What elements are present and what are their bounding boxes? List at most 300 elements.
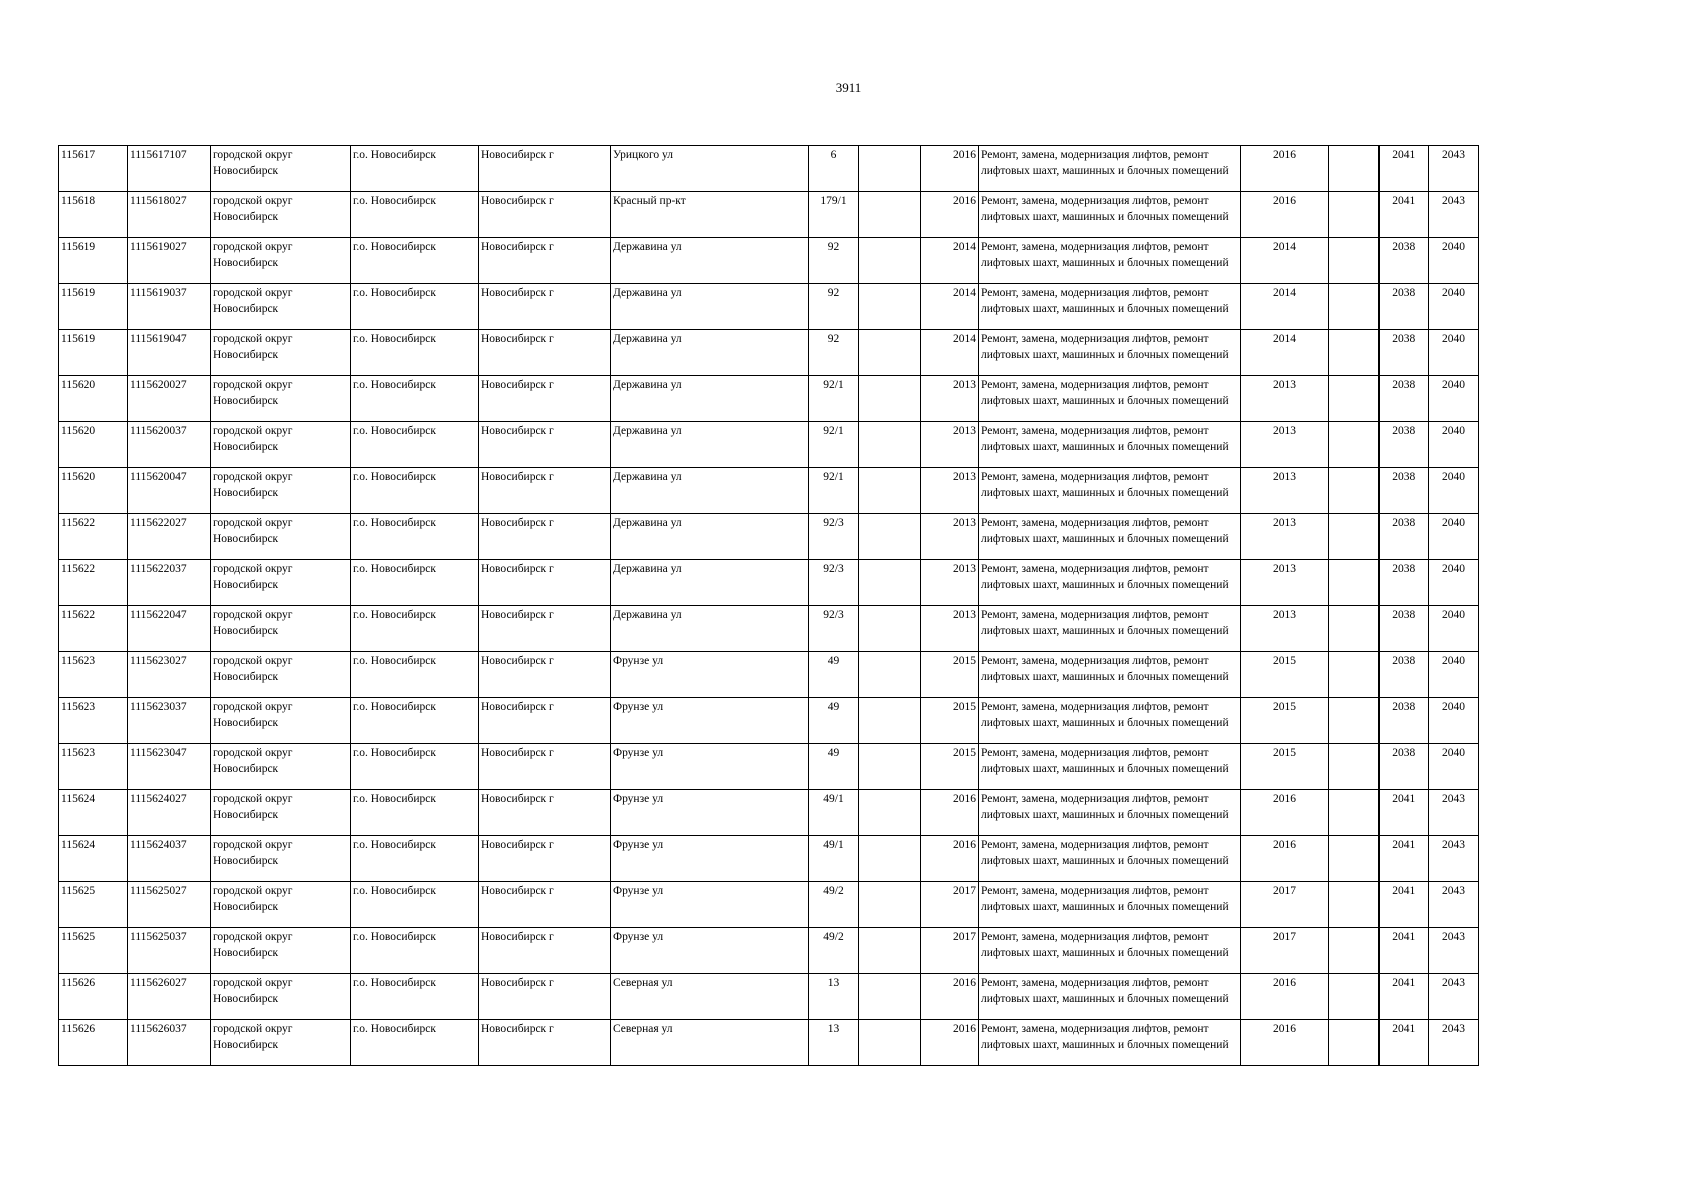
object-code-cell: 1115625037 (128, 928, 211, 974)
table-row (59, 514, 1479, 560)
table-row (59, 376, 1479, 422)
empty-cell (1329, 744, 1379, 790)
district-cell: г.о. Новосибирск (351, 468, 479, 514)
object-code-cell: 1115624037 (128, 836, 211, 882)
last-repair-year-cell: 2017 (1241, 882, 1329, 928)
settlement-cell: Новосибирск г (479, 376, 611, 422)
building-cell (859, 606, 921, 652)
object-code-cell: 1115622047 (128, 606, 211, 652)
settlement-cell: Новосибирск г (479, 836, 611, 882)
work-type-cell: Ремонт, замена, модернизация лифтов, ремонт лифтовых шахт, машинных и блочных помещений (979, 330, 1241, 376)
municipality-cell: городской округ Новосибирск (211, 928, 351, 974)
commission-year-cell: 2016 (921, 836, 979, 882)
record-id-cell: 115619 (59, 330, 128, 376)
work-type-cell: Ремонт, замена, модернизация лифтов, ремонт лифтовых шахт, машинных и блочных помещений (979, 192, 1241, 238)
plan-end-year-cell: 2043 (1429, 790, 1479, 836)
district-cell: г.о. Новосибирск (351, 330, 479, 376)
settlement-cell: Новосибирск г (479, 652, 611, 698)
municipality-cell: городской округ Новосибирск (211, 376, 351, 422)
street-cell: Фрунзе ул (611, 652, 809, 698)
plan-start-year-cell: 2041 (1379, 928, 1429, 974)
house-number-cell: 6 (809, 146, 859, 192)
street-cell: Державина ул (611, 284, 809, 330)
work-type-cell: Ремонт, замена, модернизация лифтов, ремонт лифтовых шахт, машинных и блочных помещений (979, 836, 1241, 882)
record-id-cell: 115620 (59, 422, 128, 468)
house-number-cell: 49 (809, 652, 859, 698)
object-code-cell: 1115619047 (128, 330, 211, 376)
municipality-cell: городской округ Новосибирск (211, 238, 351, 284)
building-cell (859, 422, 921, 468)
building-cell (859, 284, 921, 330)
settlement-cell: Новосибирск г (479, 606, 611, 652)
plan-end-year-cell: 2043 (1429, 928, 1479, 974)
object-code-cell: 1115620037 (128, 422, 211, 468)
object-code-cell: 1115619037 (128, 284, 211, 330)
table-row (59, 330, 1479, 376)
house-number-cell: 13 (809, 974, 859, 1020)
plan-start-year-cell: 2041 (1379, 882, 1429, 928)
plan-start-year-cell: 2038 (1379, 652, 1429, 698)
plan-end-year-cell: 2043 (1429, 192, 1479, 238)
street-cell: Державина ул (611, 238, 809, 284)
object-code-cell: 1115620027 (128, 376, 211, 422)
object-code-cell: 1115623027 (128, 652, 211, 698)
district-cell: г.о. Новосибирск (351, 744, 479, 790)
empty-cell (1329, 790, 1379, 836)
empty-cell (1329, 284, 1379, 330)
commission-year-cell: 2013 (921, 560, 979, 606)
plan-start-year-cell: 2038 (1379, 330, 1429, 376)
commission-year-cell: 2016 (921, 790, 979, 836)
street-cell: Фрунзе ул (611, 698, 809, 744)
last-repair-year-cell: 2016 (1241, 192, 1329, 238)
page-number: 3911 (835, 80, 862, 95)
table-row (59, 192, 1479, 238)
commission-year-cell: 2017 (921, 882, 979, 928)
empty-cell (1329, 928, 1379, 974)
object-code-cell: 1115623037 (128, 698, 211, 744)
commission-year-cell: 2013 (921, 422, 979, 468)
work-type-cell: Ремонт, замена, модернизация лифтов, ремонт лифтовых шахт, машинных и блочных помещений (979, 560, 1241, 606)
commission-year-cell: 2013 (921, 376, 979, 422)
table-row (59, 698, 1479, 744)
plan-start-year-cell: 2038 (1379, 284, 1429, 330)
plan-end-year-cell: 2040 (1429, 468, 1479, 514)
registry-table-body (59, 146, 1479, 1066)
commission-year-cell: 2016 (921, 974, 979, 1020)
table-row (59, 744, 1479, 790)
plan-start-year-cell: 2041 (1379, 1020, 1429, 1066)
last-repair-year-cell: 2013 (1241, 468, 1329, 514)
plan-start-year-cell: 2038 (1379, 468, 1429, 514)
building-cell (859, 790, 921, 836)
object-code-cell: 1115617107 (128, 146, 211, 192)
house-number-cell: 92/1 (809, 468, 859, 514)
building-cell (859, 238, 921, 284)
plan-end-year-cell: 2040 (1429, 698, 1479, 744)
record-id-cell: 115622 (59, 514, 128, 560)
table-row (59, 836, 1479, 882)
plan-start-year-cell: 2038 (1379, 606, 1429, 652)
municipality-cell: городской округ Новосибирск (211, 514, 351, 560)
house-number-cell: 92/1 (809, 376, 859, 422)
municipality-cell: городской округ Новосибирск (211, 284, 351, 330)
commission-year-cell: 2015 (921, 698, 979, 744)
last-repair-year-cell: 2014 (1241, 330, 1329, 376)
last-repair-year-cell: 2016 (1241, 790, 1329, 836)
empty-cell (1329, 606, 1379, 652)
plan-end-year-cell: 2040 (1429, 422, 1479, 468)
municipality-cell: городской округ Новосибирск (211, 468, 351, 514)
table-row (59, 468, 1479, 514)
record-id-cell: 115624 (59, 790, 128, 836)
object-code-cell: 1115620047 (128, 468, 211, 514)
plan-end-year-cell: 2040 (1429, 744, 1479, 790)
house-number-cell: 49 (809, 698, 859, 744)
object-code-cell: 1115623047 (128, 744, 211, 790)
house-number-cell: 49/2 (809, 928, 859, 974)
work-type-cell: Ремонт, замена, модернизация лифтов, ремонт лифтовых шахт, машинных и блочных помещений (979, 882, 1241, 928)
plan-end-year-cell: 2040 (1429, 606, 1479, 652)
plan-end-year-cell: 2043 (1429, 1020, 1479, 1066)
street-cell: Державина ул (611, 560, 809, 606)
record-id-cell: 115625 (59, 882, 128, 928)
commission-year-cell: 2013 (921, 514, 979, 560)
building-cell (859, 514, 921, 560)
settlement-cell: Новосибирск г (479, 744, 611, 790)
plan-end-year-cell: 2040 (1429, 514, 1479, 560)
object-code-cell: 1115624027 (128, 790, 211, 836)
settlement-cell: Новосибирск г (479, 422, 611, 468)
settlement-cell: Новосибирск г (479, 882, 611, 928)
commission-year-cell: 2016 (921, 1020, 979, 1066)
municipality-cell: городской округ Новосибирск (211, 790, 351, 836)
empty-cell (1329, 238, 1379, 284)
plan-start-year-cell: 2041 (1379, 790, 1429, 836)
municipality-cell: городской округ Новосибирск (211, 974, 351, 1020)
building-cell (859, 836, 921, 882)
street-cell: Державина ул (611, 606, 809, 652)
plan-end-year-cell: 2040 (1429, 284, 1479, 330)
plan-start-year-cell: 2041 (1379, 974, 1429, 1020)
municipality-cell: городской округ Новосибирск (211, 882, 351, 928)
commission-year-cell: 2014 (921, 284, 979, 330)
table-row (59, 652, 1479, 698)
building-cell (859, 974, 921, 1020)
building-cell (859, 1020, 921, 1066)
plan-end-year-cell: 2040 (1429, 376, 1479, 422)
record-id-cell: 115625 (59, 928, 128, 974)
settlement-cell: Новосибирск г (479, 698, 611, 744)
building-cell (859, 146, 921, 192)
plan-start-year-cell: 2038 (1379, 514, 1429, 560)
empty-cell (1329, 882, 1379, 928)
object-code-cell: 1115626027 (128, 974, 211, 1020)
work-type-cell: Ремонт, замена, модернизация лифтов, ремонт лифтовых шахт, машинных и блочных помещений (979, 146, 1241, 192)
table-row (59, 790, 1479, 836)
commission-year-cell: 2014 (921, 330, 979, 376)
table-row (59, 422, 1479, 468)
settlement-cell: Новосибирск г (479, 514, 611, 560)
house-number-cell: 92/3 (809, 560, 859, 606)
commission-year-cell: 2013 (921, 468, 979, 514)
table-row (59, 974, 1479, 1020)
district-cell: г.о. Новосибирск (351, 652, 479, 698)
empty-cell (1329, 1020, 1379, 1066)
plan-end-year-cell: 2043 (1429, 836, 1479, 882)
plan-end-year-cell: 2040 (1429, 560, 1479, 606)
work-type-cell: Ремонт, замена, модернизация лифтов, ремонт лифтовых шахт, машинных и блочных помещений (979, 790, 1241, 836)
last-repair-year-cell: 2013 (1241, 376, 1329, 422)
record-id-cell: 115623 (59, 698, 128, 744)
last-repair-year-cell: 2015 (1241, 698, 1329, 744)
municipality-cell: городской округ Новосибирск (211, 330, 351, 376)
table-row (59, 560, 1479, 606)
last-repair-year-cell: 2014 (1241, 238, 1329, 284)
last-repair-year-cell: 2014 (1241, 284, 1329, 330)
table-row (59, 882, 1479, 928)
street-cell: Северная ул (611, 974, 809, 1020)
district-cell: г.о. Новосибирск (351, 606, 479, 652)
house-number-cell: 49/1 (809, 836, 859, 882)
building-cell (859, 330, 921, 376)
settlement-cell: Новосибирск г (479, 192, 611, 238)
street-cell: Державина ул (611, 376, 809, 422)
record-id-cell: 115619 (59, 284, 128, 330)
commission-year-cell: 2015 (921, 744, 979, 790)
municipality-cell: городской округ Новосибирск (211, 698, 351, 744)
object-code-cell: 1115625027 (128, 882, 211, 928)
district-cell: г.о. Новосибирск (351, 146, 479, 192)
settlement-cell: Новосибирск г (479, 330, 611, 376)
house-number-cell: 13 (809, 1020, 859, 1066)
record-id-cell: 115626 (59, 1020, 128, 1066)
last-repair-year-cell: 2013 (1241, 606, 1329, 652)
municipality-cell: городской округ Новосибирск (211, 146, 351, 192)
settlement-cell: Новосибирск г (479, 238, 611, 284)
plan-end-year-cell: 2040 (1429, 330, 1479, 376)
settlement-cell: Новосибирск г (479, 974, 611, 1020)
empty-cell (1329, 836, 1379, 882)
plan-start-year-cell: 2038 (1379, 698, 1429, 744)
object-code-cell: 1115618027 (128, 192, 211, 238)
building-cell (859, 652, 921, 698)
empty-cell (1329, 974, 1379, 1020)
table-row (59, 284, 1479, 330)
work-type-cell: Ремонт, замена, модернизация лифтов, ремонт лифтовых шахт, машинных и блочных помещений (979, 698, 1241, 744)
district-cell: г.о. Новосибирск (351, 422, 479, 468)
empty-cell (1329, 192, 1379, 238)
municipality-cell: городской округ Новосибирск (211, 1020, 351, 1066)
record-id-cell: 115622 (59, 560, 128, 606)
work-type-cell: Ремонт, замена, модернизация лифтов, ремонт лифтовых шахт, машинных и блочных помещений (979, 422, 1241, 468)
table-row (59, 238, 1479, 284)
commission-year-cell: 2017 (921, 928, 979, 974)
house-number-cell: 92/3 (809, 606, 859, 652)
settlement-cell: Новосибирск г (479, 790, 611, 836)
empty-cell (1329, 652, 1379, 698)
work-type-cell: Ремонт, замена, модернизация лифтов, ремонт лифтовых шахт, машинных и блочных помещений (979, 514, 1241, 560)
last-repair-year-cell: 2015 (1241, 652, 1329, 698)
street-cell: Фрунзе ул (611, 790, 809, 836)
district-cell: г.о. Новосибирск (351, 376, 479, 422)
district-cell: г.о. Новосибирск (351, 192, 479, 238)
street-cell: Фрунзе ул (611, 882, 809, 928)
municipality-cell: городской округ Новосибирск (211, 836, 351, 882)
settlement-cell: Новосибирск г (479, 1020, 611, 1066)
record-id-cell: 115622 (59, 606, 128, 652)
district-cell: г.о. Новосибирск (351, 836, 479, 882)
plan-start-year-cell: 2038 (1379, 422, 1429, 468)
municipality-cell: городской округ Новосибирск (211, 744, 351, 790)
last-repair-year-cell: 2013 (1241, 422, 1329, 468)
municipality-cell: городской округ Новосибирск (211, 422, 351, 468)
empty-cell (1329, 422, 1379, 468)
street-cell: Северная ул (611, 1020, 809, 1066)
work-type-cell: Ремонт, замена, модернизация лифтов, ремонт лифтовых шахт, машинных и блочных помещений (979, 928, 1241, 974)
table-row (59, 606, 1479, 652)
plan-start-year-cell: 2041 (1379, 146, 1429, 192)
building-cell (859, 882, 921, 928)
house-number-cell: 49/2 (809, 882, 859, 928)
building-cell (859, 698, 921, 744)
last-repair-year-cell: 2013 (1241, 560, 1329, 606)
building-cell (859, 928, 921, 974)
house-number-cell: 92 (809, 330, 859, 376)
record-id-cell: 115623 (59, 744, 128, 790)
record-id-cell: 115620 (59, 468, 128, 514)
house-number-cell: 49/1 (809, 790, 859, 836)
street-cell: Красный пр-кт (611, 192, 809, 238)
street-cell: Фрунзе ул (611, 836, 809, 882)
street-cell: Державина ул (611, 330, 809, 376)
table-row (59, 928, 1479, 974)
object-code-cell: 1115622037 (128, 560, 211, 606)
district-cell: г.о. Новосибирск (351, 1020, 479, 1066)
municipality-cell: городской округ Новосибирск (211, 606, 351, 652)
record-id-cell: 115623 (59, 652, 128, 698)
work-type-cell: Ремонт, замена, модернизация лифтов, ремонт лифтовых шахт, машинных и блочных помещений (979, 284, 1241, 330)
last-repair-year-cell: 2016 (1241, 1020, 1329, 1066)
empty-cell (1329, 468, 1379, 514)
district-cell: г.о. Новосибирск (351, 974, 479, 1020)
settlement-cell: Новосибирск г (479, 284, 611, 330)
commission-year-cell: 2014 (921, 238, 979, 284)
record-id-cell: 115618 (59, 192, 128, 238)
district-cell: г.о. Новосибирск (351, 284, 479, 330)
plan-end-year-cell: 2040 (1429, 652, 1479, 698)
district-cell: г.о. Новосибирск (351, 514, 479, 560)
district-cell: г.о. Новосибирск (351, 560, 479, 606)
last-repair-year-cell: 2015 (1241, 744, 1329, 790)
plan-end-year-cell: 2043 (1429, 974, 1479, 1020)
table-row (59, 146, 1479, 192)
plan-start-year-cell: 2038 (1379, 560, 1429, 606)
district-cell: г.о. Новосибирск (351, 698, 479, 744)
house-number-cell: 92/3 (809, 514, 859, 560)
record-id-cell: 115619 (59, 238, 128, 284)
street-cell: Державина ул (611, 468, 809, 514)
plan-end-year-cell: 2040 (1429, 238, 1479, 284)
last-repair-year-cell: 2017 (1241, 928, 1329, 974)
building-cell (859, 192, 921, 238)
last-repair-year-cell: 2013 (1241, 514, 1329, 560)
building-cell (859, 744, 921, 790)
work-type-cell: Ремонт, замена, модернизация лифтов, ремонт лифтовых шахт, машинных и блочных помещений (979, 744, 1241, 790)
work-type-cell: Ремонт, замена, модернизация лифтов, ремонт лифтовых шахт, машинных и блочных помещений (979, 606, 1241, 652)
last-repair-year-cell: 2016 (1241, 836, 1329, 882)
house-number-cell: 179/1 (809, 192, 859, 238)
street-cell: Фрунзе ул (611, 744, 809, 790)
settlement-cell: Новосибирск г (479, 928, 611, 974)
building-cell (859, 376, 921, 422)
commission-year-cell: 2016 (921, 146, 979, 192)
settlement-cell: Новосибирск г (479, 560, 611, 606)
empty-cell (1329, 146, 1379, 192)
municipality-cell: городской округ Новосибирск (211, 192, 351, 238)
plan-start-year-cell: 2038 (1379, 238, 1429, 284)
street-cell: Урицкого ул (611, 146, 809, 192)
street-cell: Фрунзе ул (611, 928, 809, 974)
plan-start-year-cell: 2038 (1379, 376, 1429, 422)
work-type-cell: Ремонт, замена, модернизация лифтов, ремонт лифтовых шахт, машинных и блочных помещений (979, 974, 1241, 1020)
record-id-cell: 115620 (59, 376, 128, 422)
settlement-cell: Новосибирск г (479, 468, 611, 514)
empty-cell (1329, 330, 1379, 376)
commission-year-cell: 2013 (921, 606, 979, 652)
plan-start-year-cell: 2038 (1379, 744, 1429, 790)
registry-table (58, 145, 1479, 1066)
plan-end-year-cell: 2043 (1429, 146, 1479, 192)
table-row (59, 1020, 1479, 1066)
record-id-cell: 115624 (59, 836, 128, 882)
work-type-cell: Ремонт, замена, модернизация лифтов, ремонт лифтовых шахт, машинных и блочных помещений (979, 238, 1241, 284)
settlement-cell: Новосибирск г (479, 146, 611, 192)
street-cell: Державина ул (611, 422, 809, 468)
municipality-cell: городской округ Новосибирск (211, 652, 351, 698)
building-cell (859, 560, 921, 606)
empty-cell (1329, 376, 1379, 422)
house-number-cell: 92 (809, 284, 859, 330)
object-code-cell: 1115626037 (128, 1020, 211, 1066)
building-cell (859, 468, 921, 514)
empty-cell (1329, 560, 1379, 606)
object-code-cell: 1115619027 (128, 238, 211, 284)
district-cell: г.о. Новосибирск (351, 238, 479, 284)
work-type-cell: Ремонт, замена, модернизация лифтов, ремонт лифтовых шахт, машинных и блочных помещений (979, 468, 1241, 514)
house-number-cell: 92/1 (809, 422, 859, 468)
plan-end-year-cell: 2043 (1429, 882, 1479, 928)
last-repair-year-cell: 2016 (1241, 974, 1329, 1020)
district-cell: г.о. Новосибирск (351, 928, 479, 974)
municipality-cell: городской округ Новосибирск (211, 560, 351, 606)
district-cell: г.о. Новосибирск (351, 882, 479, 928)
plan-start-year-cell: 2041 (1379, 192, 1429, 238)
record-id-cell: 115626 (59, 974, 128, 1020)
house-number-cell: 49 (809, 744, 859, 790)
work-type-cell: Ремонт, замена, модернизация лифтов, ремонт лифтовых шахт, машинных и блочных помещений (979, 652, 1241, 698)
commission-year-cell: 2016 (921, 192, 979, 238)
object-code-cell: 1115622027 (128, 514, 211, 560)
last-repair-year-cell: 2016 (1241, 146, 1329, 192)
plan-start-year-cell: 2041 (1379, 836, 1429, 882)
work-type-cell: Ремонт, замена, модернизация лифтов, ремонт лифтовых шахт, машинных и блочных помещений (979, 376, 1241, 422)
empty-cell (1329, 698, 1379, 744)
commission-year-cell: 2015 (921, 652, 979, 698)
work-type-cell: Ремонт, замена, модернизация лифтов, ремонт лифтовых шахт, машинных и блочных помещений (979, 1020, 1241, 1066)
district-cell: г.о. Новосибирск (351, 790, 479, 836)
street-cell: Державина ул (611, 514, 809, 560)
